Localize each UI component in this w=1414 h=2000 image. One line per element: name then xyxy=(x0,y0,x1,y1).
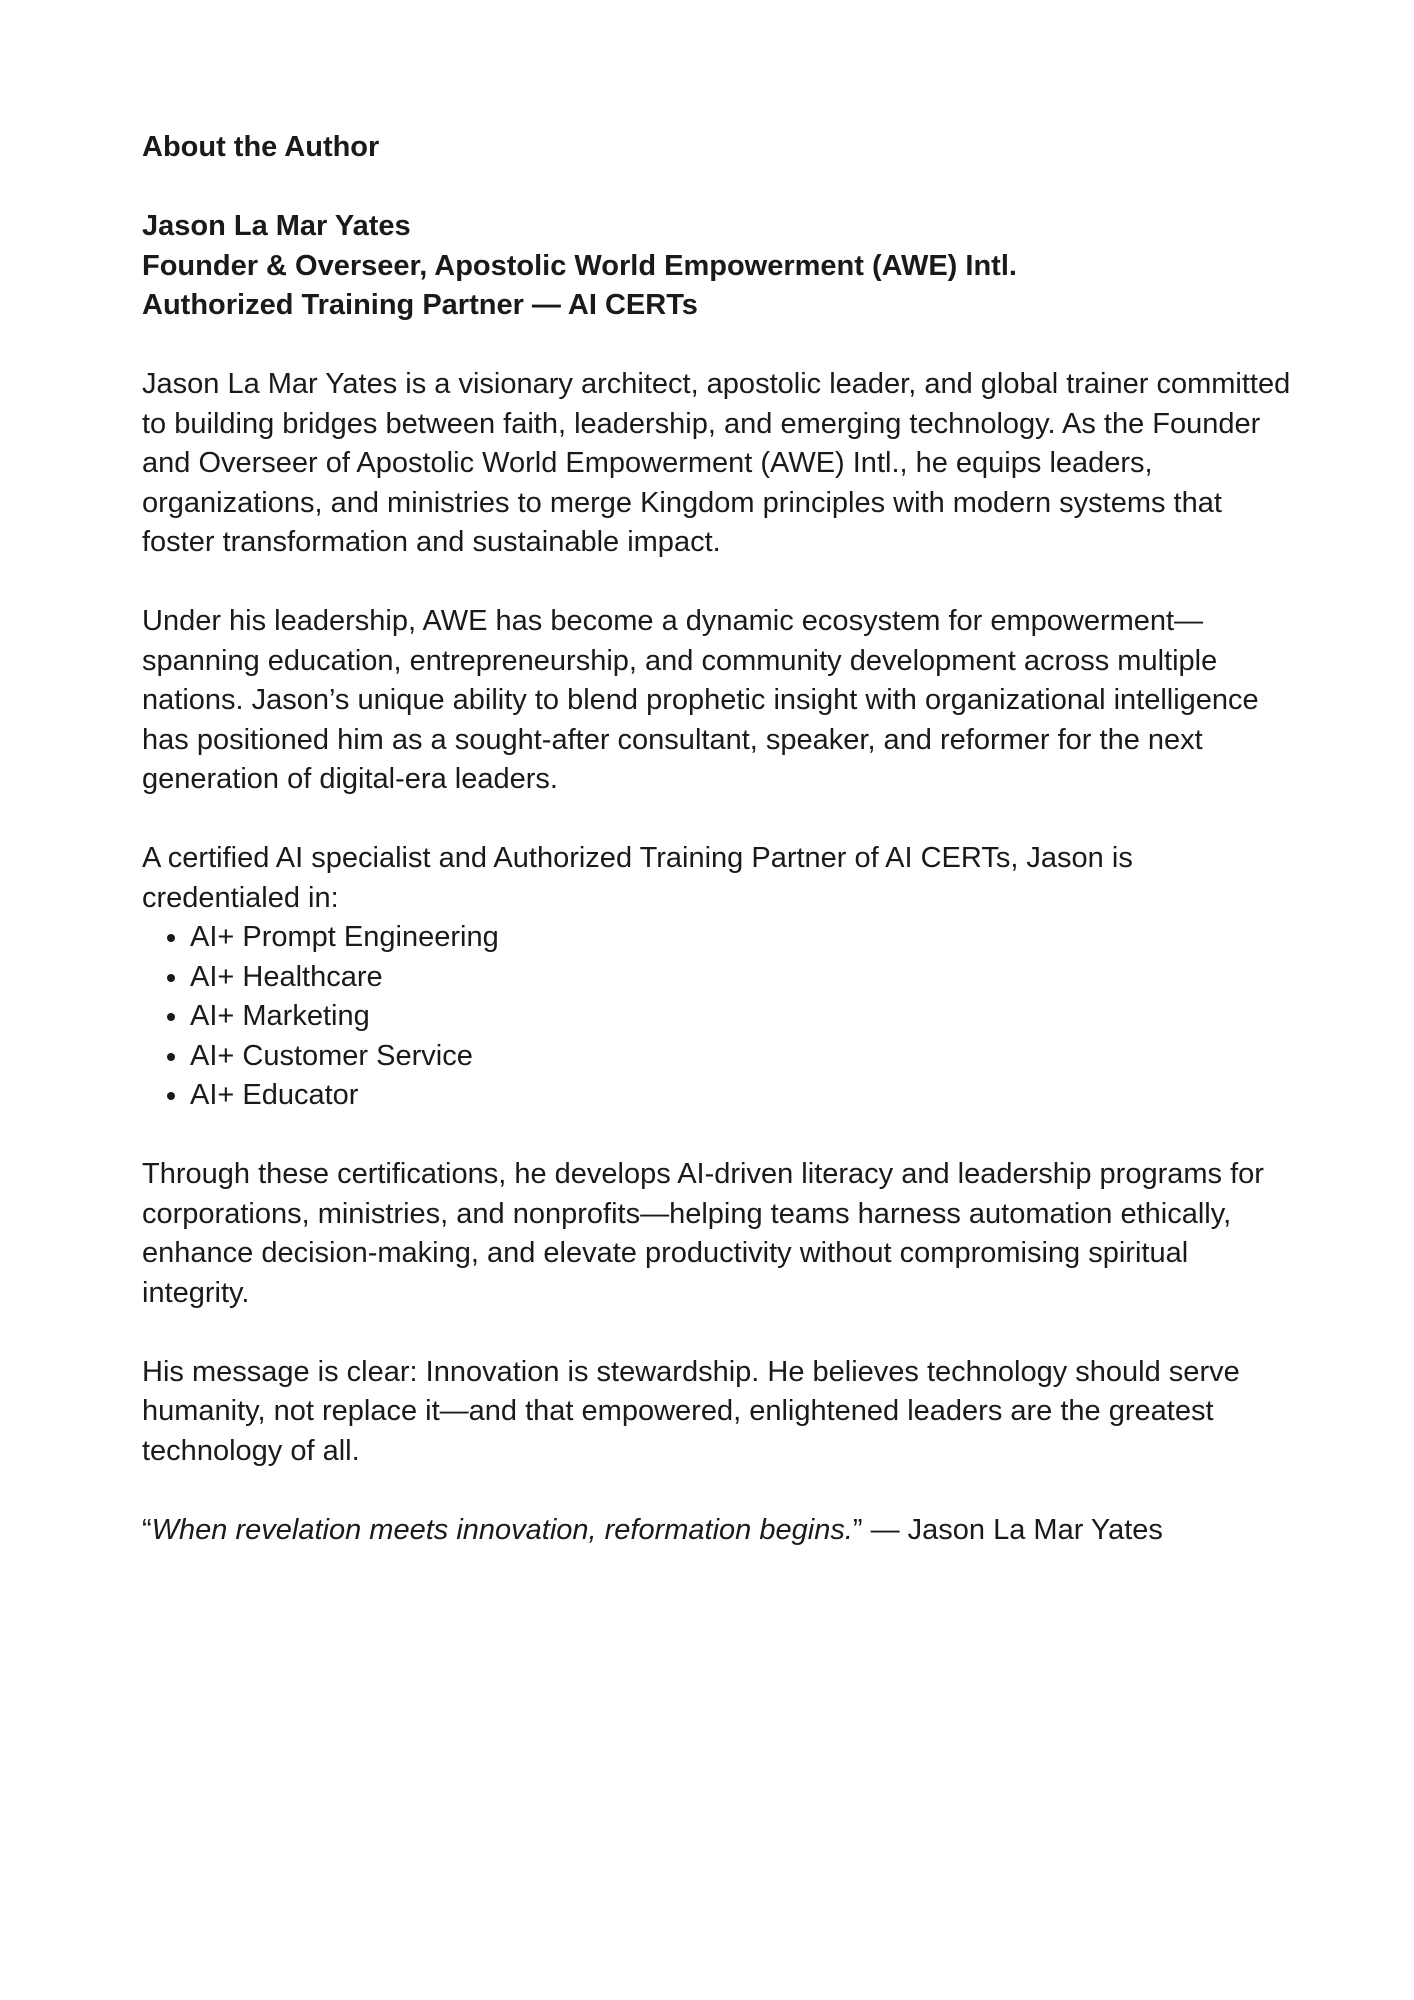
list-item: • AI+ Healthcare xyxy=(190,958,1292,998)
spacer xyxy=(142,563,1292,603)
closing-quote xyxy=(142,1511,1292,1551)
bio-paragraph-4: Through these certifications, he develops AI-driven literacy and leadership programs for corporations, ministries, and nonprofits—helping teams harness automation ethically, enhance decision-making, and elevate productivity without compromising spiritual integrity. xyxy=(142,1158,1264,1309)
section-heading: About the Author xyxy=(142,131,380,163)
credentials-list xyxy=(142,918,1292,1116)
author-title-block xyxy=(142,207,1292,326)
bio-paragraph-3: A certified AI specialist and Authorized Training Partner of AI CERTs, Jason is credentialed in: xyxy=(142,842,1133,914)
spacer xyxy=(142,800,1292,840)
author-role: Founder & Overseer, Apostolic World Empowerment (AWE) Intl. xyxy=(142,249,1017,282)
author-name: Jason La Mar Yates xyxy=(142,210,411,242)
quote-attribution: — Jason La Mar Yates xyxy=(862,1513,1163,1546)
document-page xyxy=(142,128,1292,1550)
bio-paragraph-2: Under his leadership, AWE has become a dynamic ecosystem for empowerment—spanning education, entrepreneurship, and community development across multiple nations. Jason’s unique ability to blend prophetic insight with organizational intelligence has positioned him as a sought-after consultant, speaker, and reformer for the next generation of digital-era leaders. xyxy=(142,605,1259,795)
bio-paragraph-1: Jason La Mar Yates is a visionary architect, apostolic leader, and global trainer committed to building bridges between faith, leadership, and emerging technology. As the Founder and Overseer of Apostolic World Empowerment (AWE) Intl., he equips leaders, organizations, and ministries to merge Kingdom principles with modern systems that foster transformation and sustainable impact. xyxy=(142,368,1291,558)
spacer xyxy=(142,168,1292,208)
list-item: • AI+ Educator xyxy=(190,1076,1292,1116)
list-item: • AI+ Marketing xyxy=(190,997,1292,1037)
list-item: • AI+ Customer Service xyxy=(190,1037,1292,1077)
quote-close-mark: ” xyxy=(852,1513,863,1546)
quote-text: When revelation meets innovation, reformation begins. xyxy=(151,1513,853,1546)
quote-open-mark: “ xyxy=(142,1513,152,1546)
bio-paragraph-5: His message is clear: Innovation is stewardship. He believes technology should serve humanity, not replace it—and that empowered, enlightened leaders are the greatest technology of all. xyxy=(142,1355,1240,1467)
author-partner: Authorized Training Partner — AI CERTs xyxy=(142,289,698,321)
spacer xyxy=(142,1313,1292,1353)
list-item: • AI+ Prompt Engineering xyxy=(190,918,1292,958)
spacer xyxy=(142,1116,1292,1156)
spacer xyxy=(142,326,1292,366)
spacer xyxy=(142,1471,1292,1511)
